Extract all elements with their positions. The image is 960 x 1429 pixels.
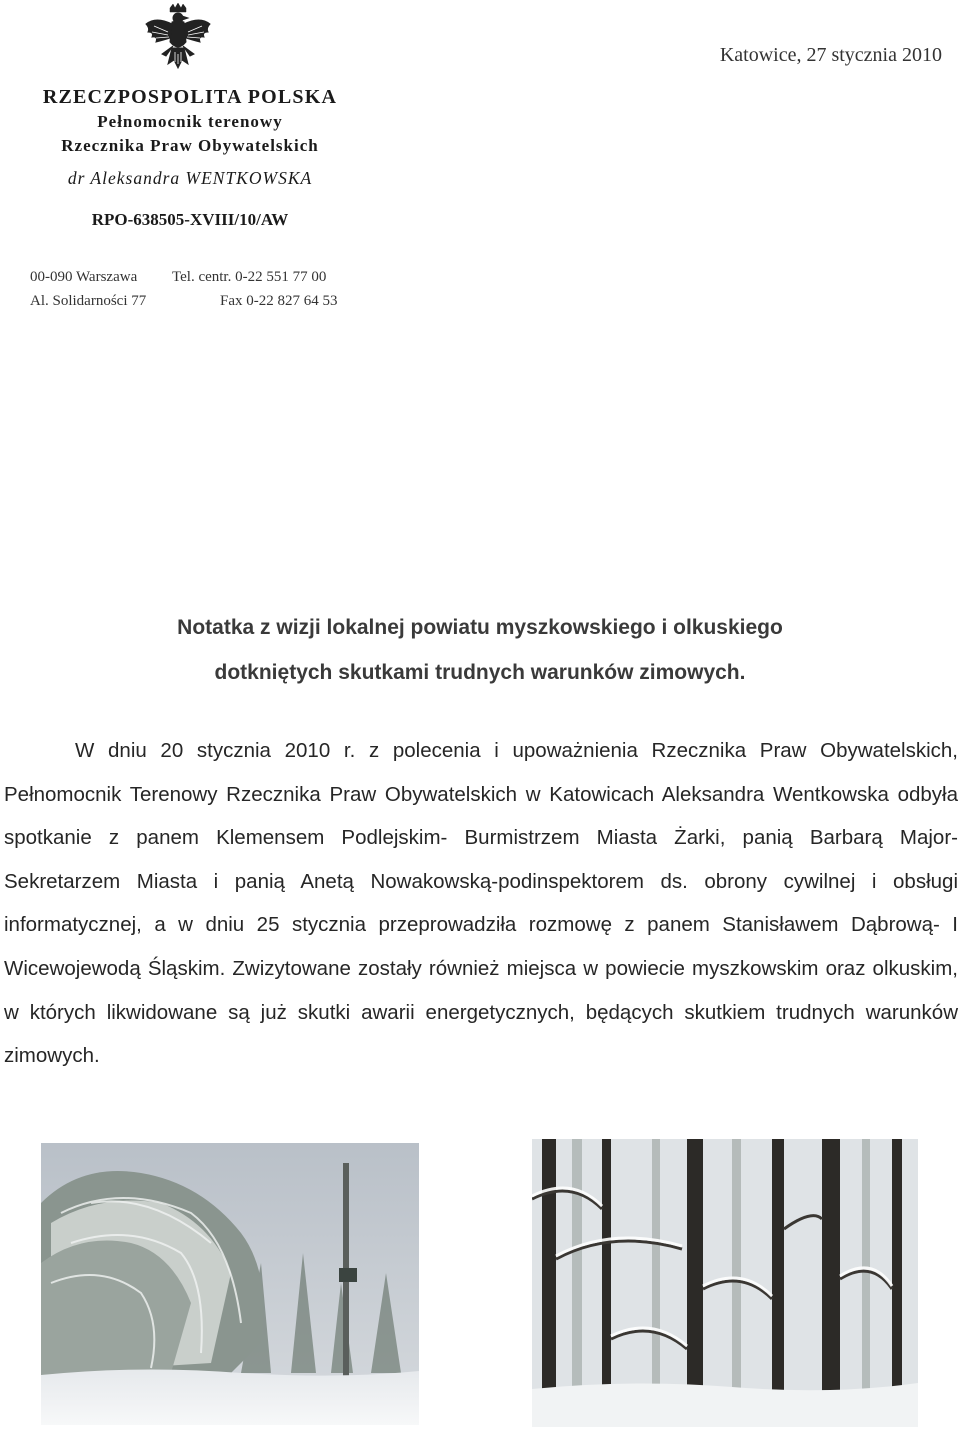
letterhead — [0, 84, 380, 232]
document-title — [0, 605, 960, 695]
reference-number: RPO-638505-XVIII/10/AW — [91, 210, 289, 229]
body-text: W dniu 20 stycznia 2010 r. z polecenia i upoważnienia Rzecznika Praw Obywatelskich, Pełnomocnik Terenowy Rzecznika Praw Obywatelskich w Katowicach Aleksandra Wentkowska odbyła spotkanie z panem Klemensem Podlejskim- Burmistrzem Miasta Żarki, panią Barbarą Major- Sekretarzem Miasta i panią Anetą Nowakowską-podinspektorem ds. obrony cywilnej i obsługi informatycznej, a w dniu 25 stycznia przeprowadziła rozmowę z panem Stanisławem Dąbrową- I Wicewojewodą Śląskim. Zwizytowane zostały również miejsca w powiecie myszkowskim oraz olkuskim, w których likwidowane są już skutki awarii energetycznych, będących skutkiem trudnych warunków zimowych. — [4, 739, 958, 1068]
snowy-forest-photo — [532, 1139, 918, 1427]
fax-number: Fax 0-22 827 64 53 — [220, 293, 338, 309]
phone-number: Tel. centr. 0-22 551 77 00 — [172, 269, 327, 285]
street-address: Al. Solidarności 77 — [30, 293, 147, 309]
country-name: RZECZPOSPOLITA POLSKA — [42, 86, 338, 108]
office-title-line1: Pełnomocnik terenowy — [97, 112, 283, 131]
polish-eagle-emblem-icon — [140, 2, 216, 78]
official-name: dr Aleksandra WENTKOWSKA — [67, 168, 313, 188]
office-title-line2: Rzecznika Praw Obywatelskich — [61, 136, 319, 155]
dateline: Katowice, 27 stycznia 2010 — [719, 44, 942, 66]
postcode-city: 00-090 Warszawa — [30, 269, 138, 285]
snow-bent-trees-photo — [41, 1143, 419, 1425]
title-line2: dotkniętych skutkami trudnych warunków zimowych. — [214, 661, 746, 684]
body-paragraph — [4, 729, 958, 1078]
title-line1: Notatka z wizji lokalnej powiatu myszkowskiego i olkuskiego — [177, 616, 783, 639]
